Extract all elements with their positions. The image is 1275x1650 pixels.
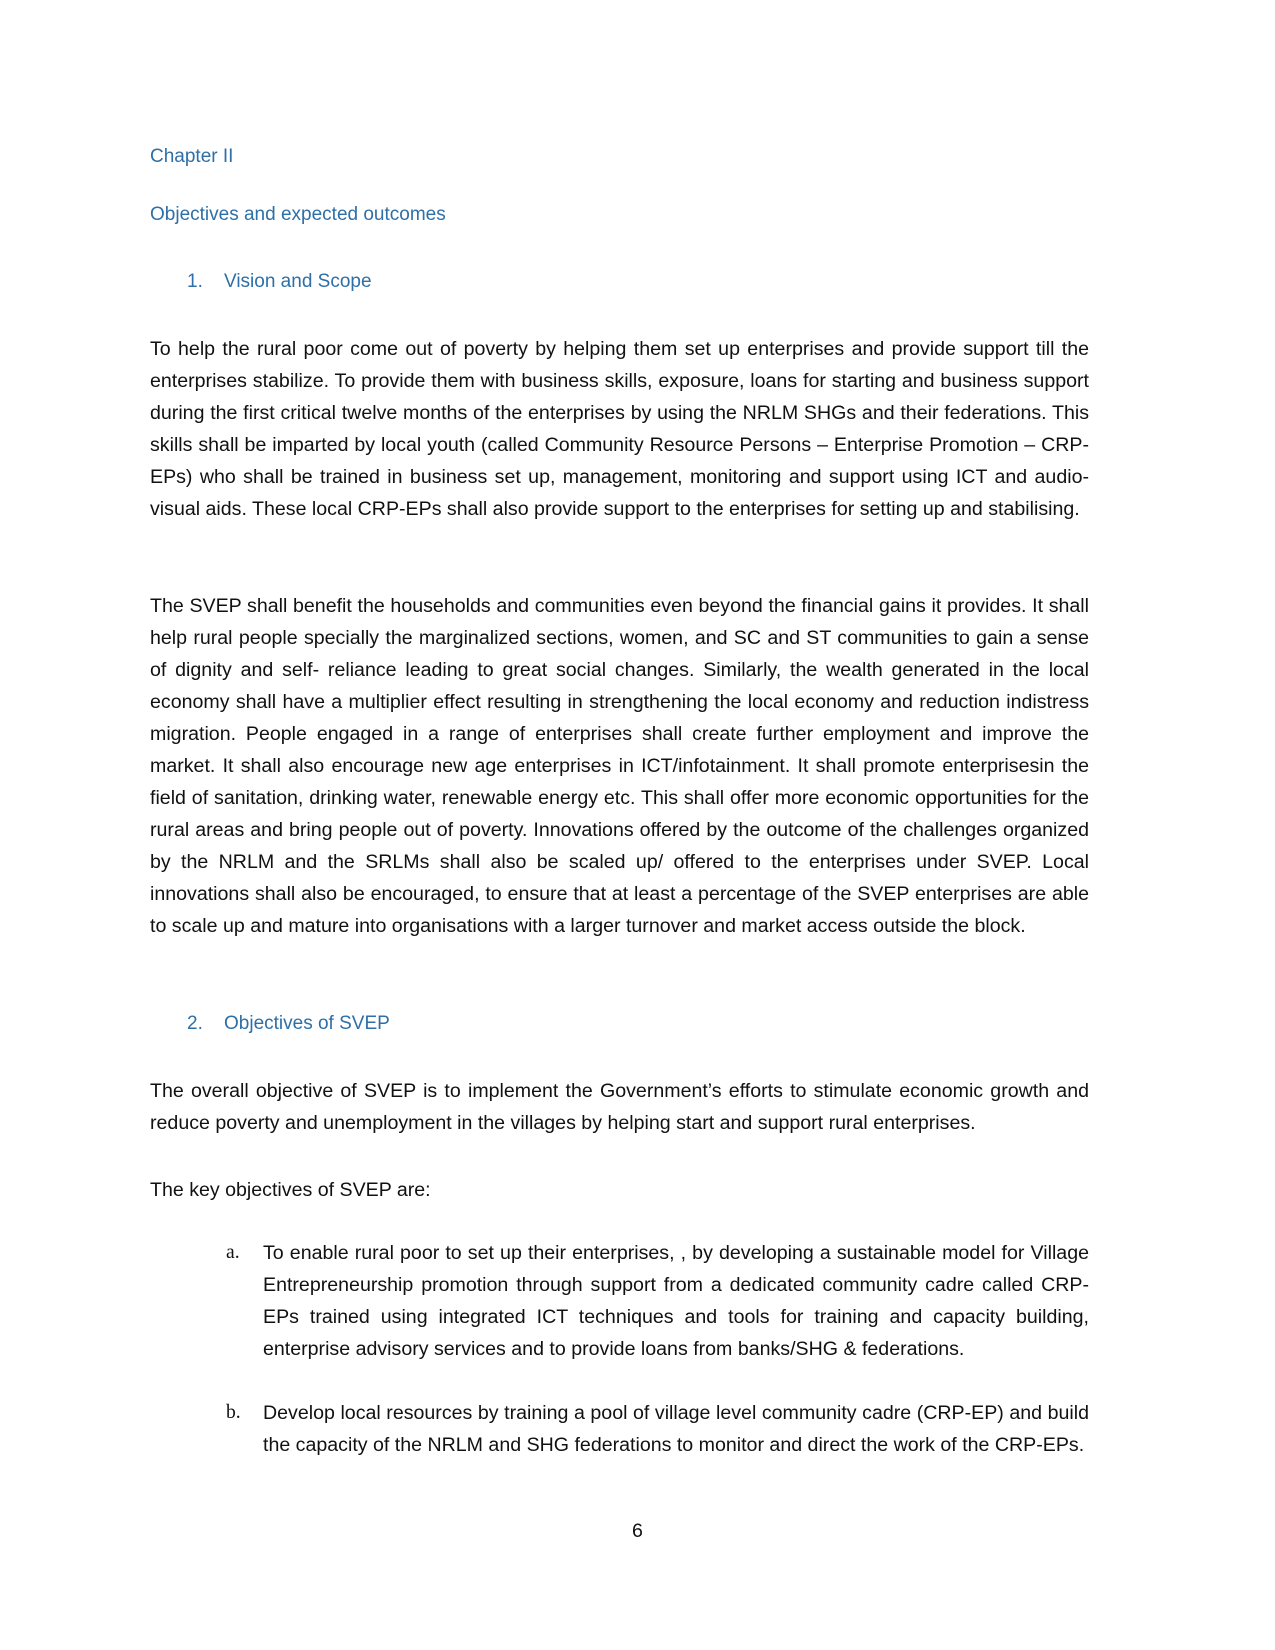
list-marker: a. bbox=[226, 1242, 240, 1263]
chapter-subtitle: Objectives and expected outcomes bbox=[150, 204, 446, 225]
chapter-title: Chapter II bbox=[150, 146, 234, 167]
list-item bbox=[226, 1237, 1089, 1365]
list-item-text: Develop local resources by training a pool of village level community cadre (CRP-EP) and build the capacity of the NRLM and SHG federations to monitor and direct the work of the CRP-EPs. bbox=[263, 1402, 1089, 1456]
section-number: 2. bbox=[187, 1013, 203, 1034]
paragraph: To help the rural poor come out of poverty by helping them set up enterprises and provide support till the enterprises stabilize. To provide them with business skills, exposure, loans for starting and business support during the first critical twelve months of the enterprises by using the NRLM SHGs and their federations. This skills shall be imparted by local youth (called Community Resource Persons – Enterprise Promotion – CRP-EPs) who shall be trained in business set up, management, monitoring and support using ICT and audio-visual aids. These local CRP-EPs shall also provide support to the enterprises for setting up and stabilising. bbox=[150, 338, 1089, 520]
list-marker: b. bbox=[226, 1402, 241, 1423]
section-title: Vision and Scope bbox=[224, 271, 372, 292]
paragraph: The key objectives of SVEP are: bbox=[150, 1179, 431, 1201]
paragraph: The SVEP shall benefit the households and communities even beyond the financial gains it provides. It shall help rural people specially the marginalized sections, women, and SC and ST communities to gain a sense of dignity and self- reliance leading to great social changes. Similarly, the wealth generated in the local economy shall have a multiplier effect resulting in strengthening the local economy and reduction indistress migration. People engaged in a range of enterprises shall create further employment and improve the market. It shall also encourage new age enterprises in ICT/infotainment. It shall promote enterprisesin the field of sanitation, drinking water, renewable energy etc. This shall offer more economic opportunities for the rural areas and bring people out of poverty. Innovations offered by the outcome of the challenges organized by the NRLM and the SRLMs shall also be scaled up/ offered to the enterprises under SVEP. Local innovations shall also be encouraged, to ensure that at least a percentage of the SVEP enterprises are able to scale up and mature into organisations with a larger turnover and market access outside the block. bbox=[150, 595, 1089, 937]
page-number: 6 bbox=[632, 1520, 643, 1542]
section-heading-vision-and-scope bbox=[187, 271, 372, 293]
paragraph: The overall objective of SVEP is to implement the Government’s efforts to stimulate economic growth and reduce poverty and unemployment in the villages by helping start and support rural enterprises. bbox=[150, 1080, 1089, 1134]
list-item-text: To enable rural poor to set up their enterprises, , by developing a sustainable model for Village Entrepreneurship promotion through support from a dedicated community cadre called CRP-EPs trained using integrated ICT techniques and tools for training and capacity building, enterprise advisory services and to provide loans from banks/SHG & federations. bbox=[263, 1242, 1089, 1360]
section-title: Objectives of SVEP bbox=[224, 1013, 390, 1034]
list-item bbox=[226, 1397, 1089, 1461]
section-number: 1. bbox=[187, 271, 203, 292]
section-heading-objectives-of-svep bbox=[187, 1013, 390, 1035]
